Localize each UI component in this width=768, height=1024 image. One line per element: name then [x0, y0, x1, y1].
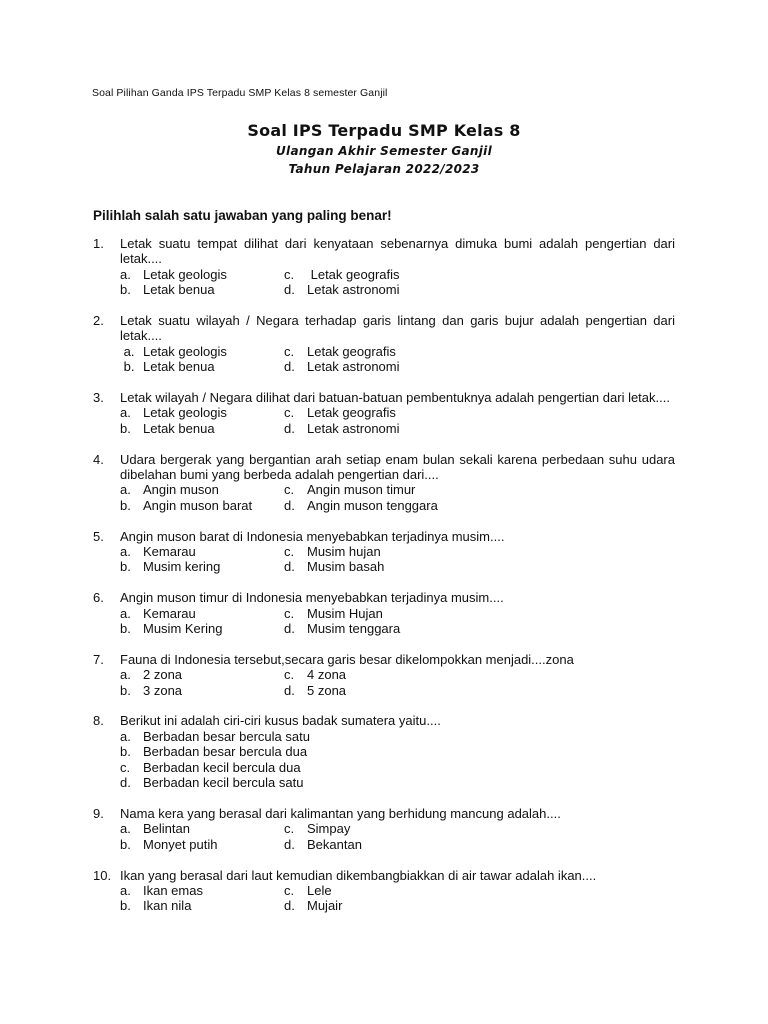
title-block [0, 120, 768, 178]
question-item [93, 713, 675, 790]
answer-option [120, 621, 284, 636]
option-text: Letak benua [143, 282, 215, 298]
answer-options [93, 821, 675, 852]
answer-options [93, 405, 675, 436]
question-line [93, 390, 675, 405]
option-letter: b. [120, 682, 131, 698]
option-text: Letak geologis [143, 266, 227, 282]
answer-option [284, 421, 675, 436]
question-number: 1. [93, 236, 104, 251]
answer-option [284, 621, 675, 636]
question-text: Letak wilayah / Negara dilihat dari batuan-batuan pembentuknya adalah pengertian dari letak.... [120, 390, 670, 406]
answer-option [284, 683, 675, 698]
question-number: 2. [93, 313, 104, 329]
answer-option [120, 344, 284, 359]
answer-option [120, 482, 284, 497]
option-letter: c. [284, 667, 295, 683]
option-text: Musim Hujan [307, 605, 383, 621]
question-line [93, 590, 675, 605]
option-text: Berbadan besar bercula dua [143, 744, 308, 760]
option-letter: c. [284, 882, 295, 898]
option-text: Angin muson [143, 482, 219, 498]
option-text: Berbadan besar bercula satu [143, 728, 310, 744]
question-number: 8. [93, 713, 104, 729]
page-title: Soal IPS Terpadu SMP Kelas 8 [247, 121, 521, 140]
answer-option [284, 544, 675, 559]
option-letter: d. [284, 836, 295, 852]
question-number: 3. [93, 390, 104, 406]
option-letter: d. [284, 420, 295, 436]
answer-option [120, 667, 284, 682]
option-letter: a. [120, 266, 131, 282]
option-text: Musim tenggara [307, 621, 401, 637]
question-text: Ikan yang berasal dari laut kemudian dikembangbiakkan di air tawar adalah ikan.... [120, 867, 597, 883]
question-line [93, 313, 675, 344]
answer-option [284, 405, 675, 420]
question-item [93, 590, 675, 636]
question-item [93, 390, 675, 436]
option-text: Mujair [307, 898, 343, 914]
answer-options [93, 482, 675, 513]
answer-options [93, 729, 675, 791]
question-list [93, 236, 675, 929]
answer-options [93, 267, 675, 298]
option-letter: b. [120, 420, 131, 436]
option-text: Letak geologis [143, 343, 227, 359]
option-letter: d. [284, 682, 295, 698]
option-letter: d. [284, 359, 295, 375]
option-letter: a. [120, 482, 131, 498]
question-number: 10. [93, 867, 112, 883]
question-text: Angin muson timur di Indonesia menyebabkan terjadinya musim.... [120, 590, 504, 606]
answer-option [120, 729, 675, 744]
option-letter: b. [120, 497, 131, 513]
answer-option [120, 760, 675, 775]
option-letter: c. [120, 759, 131, 775]
option-letter: b. [120, 898, 131, 914]
answer-option [120, 498, 284, 513]
option-text: Musim Kering [143, 621, 223, 637]
option-text: 4 zona [307, 667, 347, 683]
question-text: Letak suatu tempat dilihat dari kenyataan sebenarnya dimuka bumi adalah pengertian dari letak.... [120, 236, 675, 267]
option-text: Angin muson barat [143, 497, 253, 513]
option-letter: a. [120, 405, 131, 421]
answer-option [120, 421, 284, 436]
option-letter: c. [284, 405, 295, 421]
answer-option [120, 405, 284, 420]
option-letter: c. [284, 343, 295, 359]
page-subtitle: Ulangan Akhir Semester Ganjil [276, 144, 492, 158]
question-number: 4. [93, 451, 104, 467]
option-text: Kemarau [143, 605, 196, 621]
option-letter: d. [284, 621, 295, 637]
option-letter: a. [120, 728, 131, 744]
option-letter: a. [120, 821, 131, 837]
question-text: Udara bergerak yang bergantian arah setiap enam bulan sekali karena perbedaan suhu udara dibelahan bumi yang berbeda adalah pengertian dari.... [120, 451, 675, 483]
question-line [93, 713, 675, 728]
option-letter: d. [284, 898, 295, 914]
question-number: 5. [93, 528, 104, 544]
answer-option [284, 267, 675, 282]
question-line [93, 868, 675, 883]
answer-option [120, 821, 284, 836]
question-text: Angin muson barat di Indonesia menyebabkan terjadinya musim.... [120, 528, 505, 544]
option-text: Letak benua [143, 359, 215, 375]
answer-option [284, 606, 675, 621]
question-line [93, 529, 675, 544]
question-text: Berikut ini adalah ciri-ciri kusus badak sumatera yaitu.... [120, 713, 441, 729]
answer-options [93, 883, 675, 914]
option-text: Ikan emas [143, 882, 203, 898]
answer-options [93, 667, 675, 698]
answer-option [284, 883, 675, 898]
option-text: Angin muson timur [307, 482, 416, 498]
option-letter: c. [284, 821, 295, 837]
answer-option [120, 606, 284, 621]
question-text: Letak suatu wilayah / Negara terhadap garis lintang dan garis bujur adalah pengertian dari letak.... [120, 313, 675, 344]
question-item [93, 236, 675, 298]
option-text: Letak benua [143, 420, 215, 436]
option-letter: d. [284, 559, 295, 575]
option-text: Kemarau [143, 544, 196, 560]
instruction: Pilihlah salah satu jawaban yang paling benar! [93, 208, 392, 223]
question-item [93, 652, 675, 698]
option-text: Letak geografis [307, 343, 396, 359]
question-line [93, 652, 675, 667]
option-text: Letak geografis [307, 405, 396, 421]
question-line [93, 452, 675, 483]
answer-option [120, 898, 284, 913]
answer-option [120, 744, 675, 759]
question-number: 7. [93, 651, 104, 667]
option-text: Monyet putih [143, 836, 218, 852]
option-text: Lele [307, 882, 332, 898]
option-text: Letak astronomi [307, 282, 400, 298]
answer-option [120, 359, 284, 374]
option-text: Ikan nila [143, 898, 192, 914]
option-text: 3 zona [143, 682, 183, 698]
option-text: Angin muson tenggara [307, 497, 438, 513]
option-text: Simpay [307, 821, 351, 837]
question-item [93, 868, 675, 914]
answer-option [120, 883, 284, 898]
question-number: 6. [93, 590, 104, 606]
option-letter: b. [120, 744, 131, 760]
answer-option [284, 821, 675, 836]
option-letter: c. [284, 544, 295, 560]
answer-option [284, 344, 675, 359]
academic-year: Tahun Pelajaran 2022/2023 [288, 162, 480, 176]
answer-option [284, 359, 675, 374]
answer-option [120, 683, 284, 698]
answer-option [120, 282, 284, 297]
question-item [93, 806, 675, 852]
option-letter: a. [120, 544, 131, 560]
option-letter: b. [120, 559, 131, 575]
answer-options [93, 606, 675, 637]
option-text: Belintan [143, 821, 190, 837]
option-text: Musim hujan [307, 544, 381, 560]
option-text: Berbadan kecil bercula dua [143, 759, 301, 775]
question-line [93, 236, 675, 267]
answer-option [120, 775, 675, 790]
answer-option [284, 667, 675, 682]
answer-options [93, 344, 675, 375]
option-text: Musim basah [307, 559, 385, 575]
answer-option [284, 482, 675, 497]
option-text: Letak astronomi [307, 359, 400, 375]
question-item [93, 452, 675, 514]
question-item [93, 529, 675, 575]
answer-option [120, 837, 284, 852]
question-text: Fauna di Indonesia tersebut,secara garis besar dikelompokkan menjadi....zona [120, 651, 574, 667]
option-text: Musim kering [143, 559, 221, 575]
option-letter: c. [284, 482, 295, 498]
question-text: Nama kera yang berasal dari kalimantan yang berhidung mancung adalah.... [120, 805, 561, 821]
answer-option [120, 544, 284, 559]
answer-option [284, 898, 675, 913]
answer-option [284, 282, 675, 297]
option-text: Berbadan kecil bercula satu [143, 775, 304, 791]
option-text: 2 zona [143, 667, 183, 683]
option-letter: b. [120, 282, 131, 298]
answer-option [120, 267, 284, 282]
option-text: 5 zona [307, 682, 347, 698]
option-letter: c. [284, 266, 295, 282]
option-letter: d. [284, 282, 295, 298]
answer-option [284, 559, 675, 574]
option-letter: a. [120, 605, 131, 621]
question-number: 9. [93, 805, 104, 821]
option-letter: a. [120, 343, 135, 359]
header-note: Soal Pilihan Ganda IPS Terpadu SMP Kelas 8 semester Ganjil [92, 87, 388, 99]
question-item [93, 313, 675, 375]
option-text: Letak astronomi [307, 420, 400, 436]
answer-option [284, 837, 675, 852]
answer-option [284, 498, 675, 513]
option-text: Letak geografis [307, 266, 400, 282]
question-line [93, 806, 675, 821]
option-letter: a. [120, 882, 131, 898]
option-text: Bekantan [307, 836, 362, 852]
answer-option [120, 559, 284, 574]
option-letter: d. [284, 497, 295, 513]
option-letter: d. [120, 775, 131, 791]
answer-options [93, 544, 675, 575]
option-letter: c. [284, 605, 295, 621]
option-letter: b. [120, 836, 131, 852]
option-letter: a. [120, 667, 131, 683]
option-text: Letak geologis [143, 405, 227, 421]
option-letter: b. [120, 359, 135, 375]
option-letter: b. [120, 621, 131, 637]
